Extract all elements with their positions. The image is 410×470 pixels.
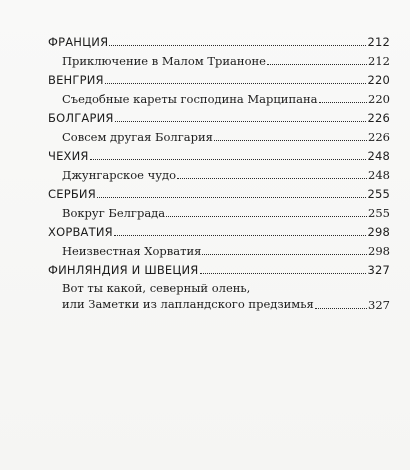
page-number: 220 bbox=[367, 73, 390, 87]
entry-title: Съедобные кареты господина Марципана bbox=[62, 92, 318, 106]
page-number: 255 bbox=[367, 187, 390, 201]
dot-leader bbox=[109, 45, 366, 46]
dot-leader bbox=[214, 140, 367, 141]
toc-entry bbox=[48, 125, 390, 144]
toc-entry bbox=[48, 239, 390, 258]
dot-leader bbox=[177, 178, 367, 179]
toc-section-serbia bbox=[48, 182, 390, 201]
section-title: БОЛГАРИЯ bbox=[48, 111, 114, 125]
toc-section-croatia bbox=[48, 220, 390, 239]
dot-leader bbox=[319, 102, 368, 103]
toc-section-hungary bbox=[48, 68, 390, 87]
entry-title: Приключение в Малом Трианоне bbox=[62, 54, 266, 68]
entry-title: Неизвестная Хорватия bbox=[62, 244, 202, 258]
dot-leader bbox=[166, 216, 367, 217]
toc-section-bulgaria bbox=[48, 106, 390, 125]
section-title: ВЕНГРИЯ bbox=[48, 73, 104, 87]
toc-entry bbox=[48, 49, 390, 68]
page-number: 248 bbox=[368, 168, 390, 182]
section-title: ХОРВАТИЯ bbox=[48, 225, 113, 239]
page-number: 212 bbox=[368, 54, 390, 68]
dot-leader bbox=[97, 197, 367, 198]
page-number: 255 bbox=[368, 206, 390, 220]
dot-leader bbox=[315, 308, 367, 309]
page-number: 226 bbox=[367, 111, 390, 125]
dot-leader bbox=[202, 254, 367, 255]
page-number: 327 bbox=[367, 263, 390, 277]
entry-title bbox=[62, 280, 314, 312]
entry-title-line2: или Заметки из лапландского предзимья bbox=[62, 297, 314, 311]
page-number: 298 bbox=[368, 244, 390, 258]
entry-title: Совсем другая Болгария bbox=[62, 130, 213, 144]
dot-leader bbox=[267, 64, 367, 65]
toc-entry bbox=[48, 87, 390, 106]
section-title: ФРАНЦИЯ bbox=[48, 35, 109, 49]
entry-title: Вокруг Белграда bbox=[62, 206, 166, 220]
toc-section-france bbox=[48, 30, 390, 49]
section-title: ФИНЛЯНДИЯ И ШВЕЦИЯ bbox=[48, 263, 199, 277]
entry-title-line1: Вот ты какой, северный олень, bbox=[62, 281, 251, 295]
section-title: ЧЕХИЯ bbox=[48, 149, 89, 163]
page-number: 212 bbox=[367, 35, 390, 49]
toc-section-finland-sweden bbox=[48, 258, 390, 277]
section-title: СЕРБИЯ bbox=[48, 187, 96, 201]
page-number: 226 bbox=[368, 130, 390, 144]
dot-leader bbox=[105, 83, 367, 84]
page-number: 298 bbox=[367, 225, 390, 239]
table-of-contents bbox=[48, 30, 390, 312]
dot-leader bbox=[90, 159, 367, 160]
toc-entry bbox=[48, 163, 390, 182]
toc-entry bbox=[48, 280, 390, 312]
dot-leader bbox=[115, 121, 367, 122]
page-number: 248 bbox=[367, 149, 390, 163]
toc-section-czechia bbox=[48, 144, 390, 163]
toc-entry bbox=[48, 201, 390, 220]
dot-leader bbox=[114, 235, 367, 236]
dot-leader bbox=[200, 273, 367, 274]
page-number: 327 bbox=[368, 298, 390, 312]
entry-title: Джунгарское чудо bbox=[62, 168, 176, 182]
page-number: 220 bbox=[368, 92, 390, 106]
